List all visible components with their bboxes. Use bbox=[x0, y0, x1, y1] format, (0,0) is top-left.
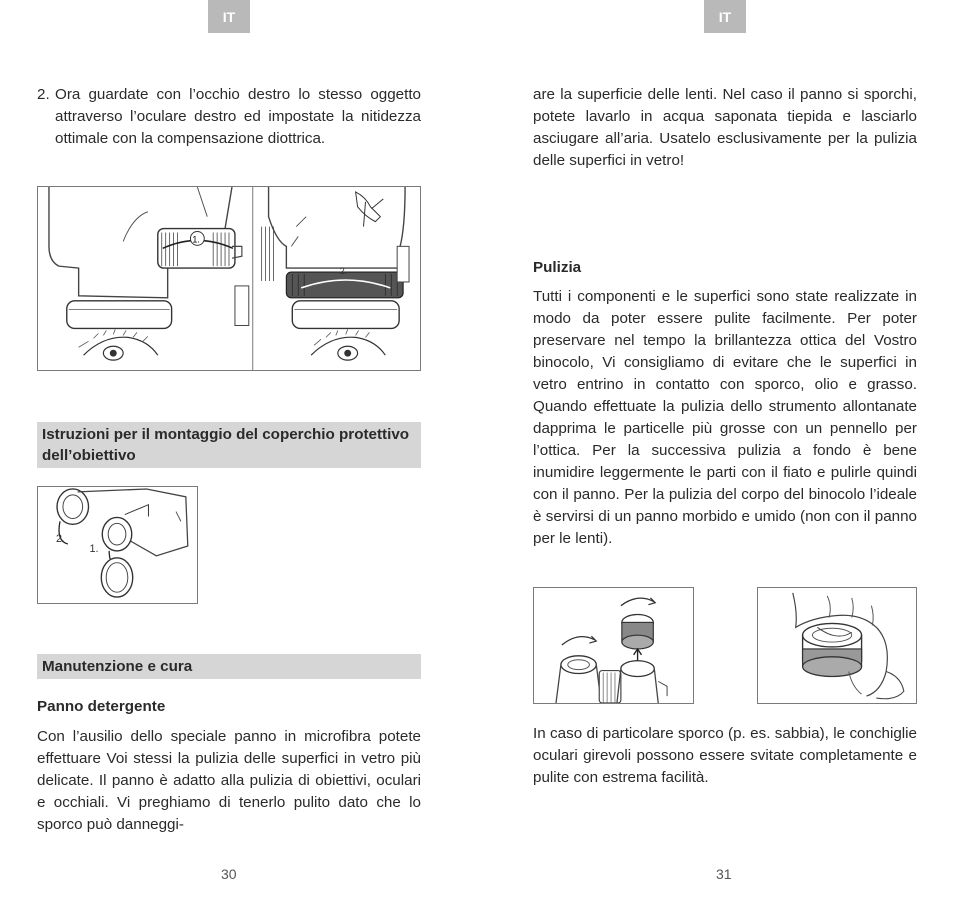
figure-objective-cover bbox=[37, 486, 198, 604]
cleaning-cloth-continued: are la superficie delle lenti. Nel caso il panno si sporchi, potete lavarlo in acqua saponata tiepida e lasciarlo asciugare all’aria. Usatelo esclusivamente per la pulizia delle superfici in vetro! bbox=[533, 86, 917, 169]
sand-cleaning-text: In caso di particolare sporco (p. es. sabbia), le conchiglie oculari girevoli possono essere svitate completamente e pulite con estrema facilità. bbox=[533, 725, 917, 786]
subheading-cleaning-cloth: Panno detergente bbox=[37, 698, 166, 715]
eyecup-cleaning-illustration bbox=[758, 588, 916, 703]
figure-eyecup-removal bbox=[533, 587, 694, 704]
step-2 bbox=[37, 84, 421, 150]
subheading-cleaning: Pulizia bbox=[533, 259, 582, 276]
step-text: Ora guardate con l’occhio destro lo stesso oggetto attraverso l’oculare destro ed impostate la nitidezza ottimale con la compensazione diottrica. bbox=[55, 86, 421, 147]
focus-label-1: 1. bbox=[192, 234, 200, 245]
language-tab-label: IT bbox=[718, 8, 732, 25]
section-header-cover bbox=[37, 422, 421, 468]
objective-cover-illustration bbox=[38, 487, 197, 603]
language-tab-left bbox=[208, 0, 250, 33]
figure-eyecup-cleaning bbox=[757, 587, 917, 704]
figure-diopter-focus bbox=[37, 186, 421, 371]
eyecup-removal-illustration bbox=[534, 588, 693, 703]
language-tab-right bbox=[704, 0, 746, 33]
cleaning-cloth-text: Con l’ausilio dello speciale panno in microfibra potete effettuare Voi stessi la pulizia delle superfici in vetro più delicate. Il panno è adatto alla pulizia di obiettivi, oculari e occhiali. Vi preghiamo di tenerlo pulito dato che lo sporco può danneggi- bbox=[37, 728, 421, 833]
cover-label-2: 2. bbox=[56, 533, 66, 546]
step-number: 2. bbox=[37, 86, 50, 103]
cleaning-text: Tutti i componenti e le superfici sono state realizzate in modo da poter essere pulite facilmente. Per poter preservare nel tempo la brillantezza ottica del Vostro binocolo, Vi consigliamo di evitare che le superfici in vetro entrino in contatto con sporco, olio e grasso. Quando effettuate la pulizia dello strumento allontanate dapprima le particelle più grosse con un pennello per l’ottica. Per la successiva pulizia a fondo è bene inumidire leggermente le parti con il fiato e pulirle quindi con il panno. Per la pulizia del corpo del binocolo l’ideale è servirsi di un panno morbido e umido (non con il panno per le lenti). bbox=[533, 288, 917, 547]
page-number-right: 31 bbox=[716, 866, 732, 882]
page-number-left: 30 bbox=[221, 866, 237, 882]
focus-label-2: 2. bbox=[339, 266, 348, 277]
language-tab-label: IT bbox=[222, 8, 236, 25]
section-title-cover: Istruzioni per il montaggio del coperchio protettivo dell’obiettivo bbox=[42, 426, 410, 464]
section-title-maintenance: Manutenzione e cura bbox=[42, 658, 193, 675]
binocular-focus-illustration bbox=[38, 187, 420, 370]
section-header-maintenance bbox=[37, 654, 421, 679]
cover-label-1: 1. bbox=[89, 542, 99, 555]
